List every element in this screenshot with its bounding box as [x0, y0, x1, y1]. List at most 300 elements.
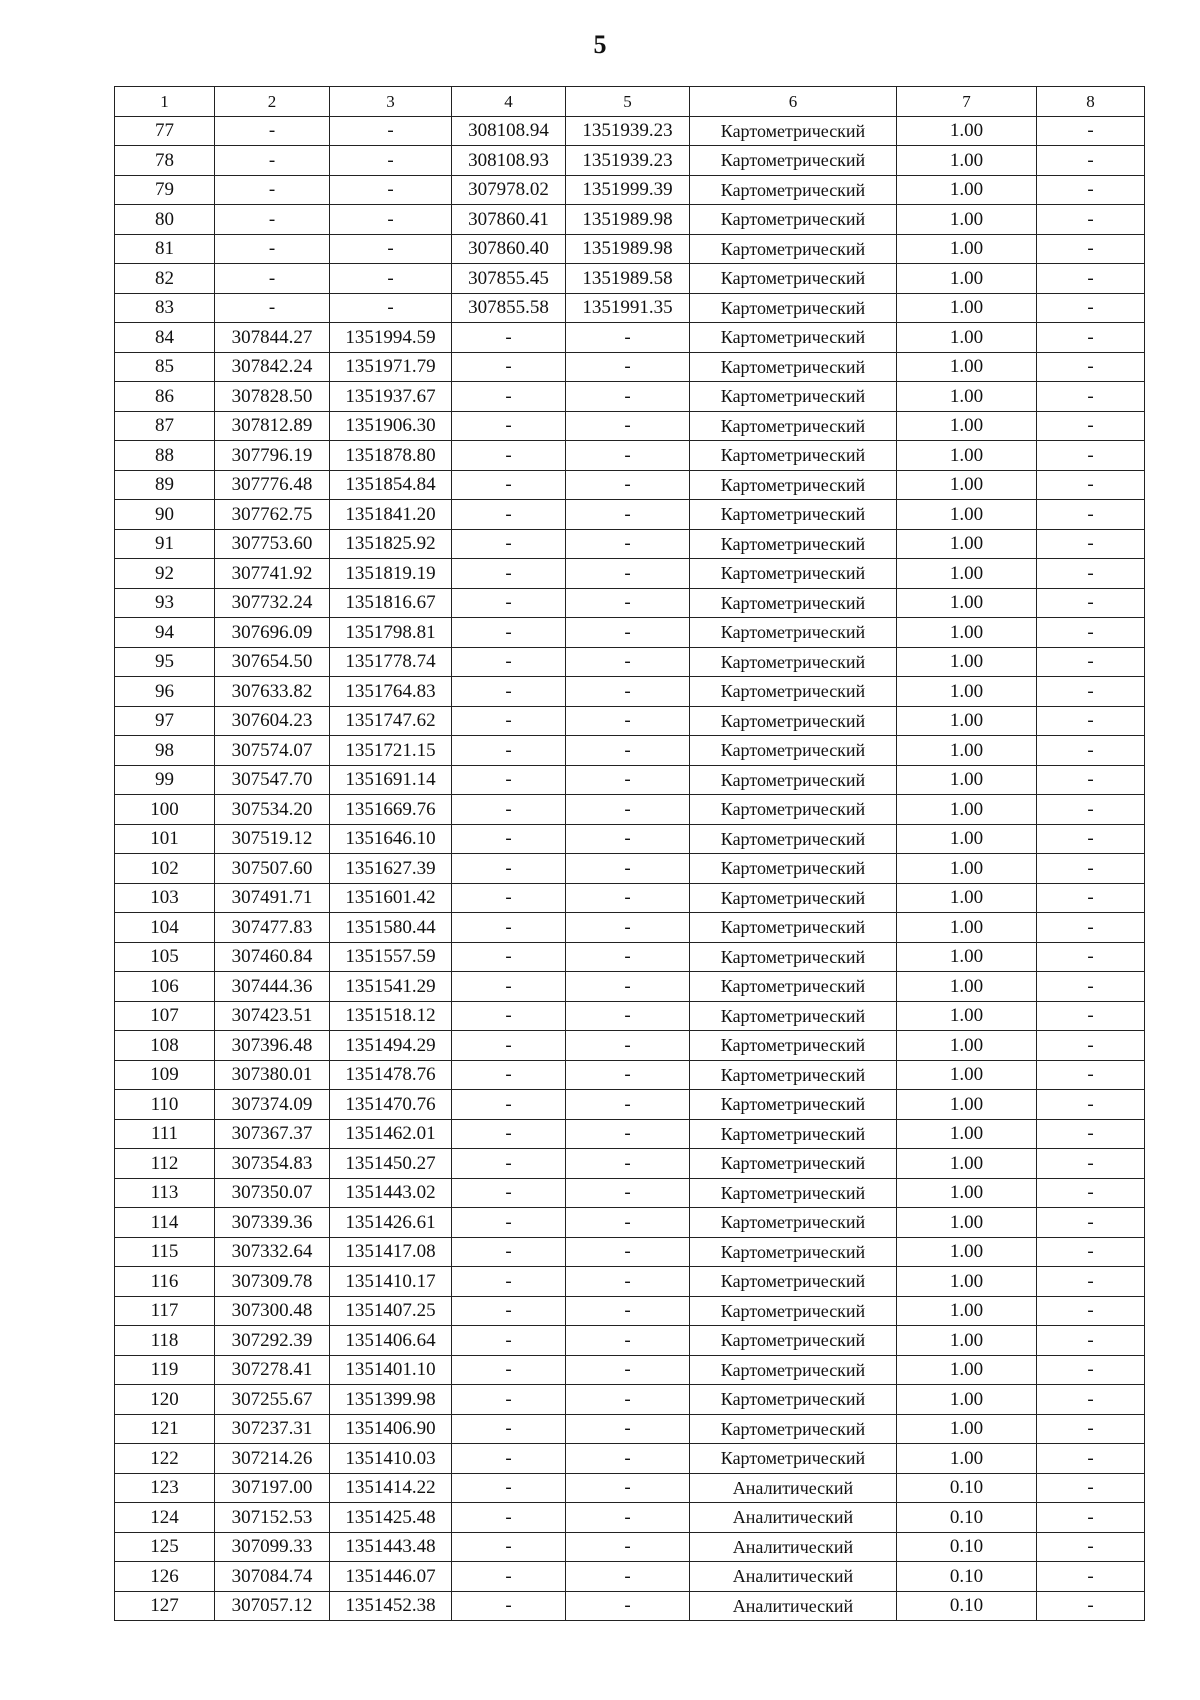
- cell-method: Картометрический: [690, 1208, 897, 1238]
- table-row: [115, 175, 1145, 205]
- cell-note: -: [1037, 1591, 1145, 1621]
- cell-accuracy: 0.10: [897, 1473, 1037, 1503]
- cell-accuracy: 1.00: [897, 795, 1037, 825]
- cell-method: Картометрический: [690, 205, 897, 235]
- cell-y: 1351410.17: [330, 1267, 452, 1297]
- cell-note: -: [1037, 765, 1145, 795]
- cell-y-new: -: [566, 1178, 690, 1208]
- cell-y-new: -: [566, 500, 690, 530]
- cell-method: Картометрический: [690, 293, 897, 323]
- cell-note: -: [1037, 913, 1145, 943]
- table-row: [115, 647, 1145, 677]
- cell-method: Картометрический: [690, 677, 897, 707]
- cell-point-number: 80: [115, 205, 215, 235]
- cell-accuracy: 1.00: [897, 1296, 1037, 1326]
- cell-method: Картометрический: [690, 529, 897, 559]
- table-row: [115, 1296, 1145, 1326]
- cell-point-number: 83: [115, 293, 215, 323]
- cell-y: 1351462.01: [330, 1119, 452, 1149]
- cell-y-new: -: [566, 1444, 690, 1474]
- table-row: [115, 146, 1145, 176]
- table-row: [115, 972, 1145, 1002]
- cell-y: 1351541.29: [330, 972, 452, 1002]
- cell-note: -: [1037, 1296, 1145, 1326]
- cell-y-new: -: [566, 1532, 690, 1562]
- cell-y: 1351443.02: [330, 1178, 452, 1208]
- cell-accuracy: 1.00: [897, 1031, 1037, 1061]
- cell-y-new: 1351999.39: [566, 175, 690, 205]
- cell-method: Картометрический: [690, 1001, 897, 1031]
- cell-y: 1351669.76: [330, 795, 452, 825]
- cell-note: -: [1037, 175, 1145, 205]
- cell-accuracy: 1.00: [897, 352, 1037, 382]
- cell-y-new: -: [566, 706, 690, 736]
- cell-point-number: 77: [115, 116, 215, 146]
- cell-x-new: -: [452, 1326, 566, 1356]
- cell-y: 1351601.42: [330, 883, 452, 913]
- cell-accuracy: 1.00: [897, 854, 1037, 884]
- cell-x: 307367.37: [215, 1119, 330, 1149]
- cell-y-new: -: [566, 883, 690, 913]
- cell-y-new: 1351939.23: [566, 146, 690, 176]
- cell-accuracy: 1.00: [897, 588, 1037, 618]
- cell-x: 307844.27: [215, 323, 330, 353]
- cell-x: 307057.12: [215, 1591, 330, 1621]
- table-row: [115, 854, 1145, 884]
- cell-note: -: [1037, 1562, 1145, 1592]
- cell-y-new: -: [566, 1267, 690, 1297]
- table-row: [115, 1591, 1145, 1621]
- cell-x-new: -: [452, 942, 566, 972]
- cell-x-new: -: [452, 736, 566, 766]
- cell-accuracy: 0.10: [897, 1562, 1037, 1592]
- cell-x-new: 307860.40: [452, 234, 566, 264]
- table-header-row: [115, 87, 1145, 117]
- cell-x-new: -: [452, 1208, 566, 1238]
- cell-method: Картометрический: [690, 234, 897, 264]
- cell-y: 1351410.03: [330, 1444, 452, 1474]
- cell-x-new: -: [452, 411, 566, 441]
- cell-accuracy: 1.00: [897, 529, 1037, 559]
- column-header: 1: [115, 87, 215, 117]
- cell-note: -: [1037, 1001, 1145, 1031]
- cell-x: 307292.39: [215, 1326, 330, 1356]
- cell-x: 307350.07: [215, 1178, 330, 1208]
- cell-method: Картометрический: [690, 1178, 897, 1208]
- cell-point-number: 98: [115, 736, 215, 766]
- cell-note: -: [1037, 352, 1145, 382]
- cell-x: 307084.74: [215, 1562, 330, 1592]
- cell-accuracy: 1.00: [897, 824, 1037, 854]
- cell-x: 307696.09: [215, 618, 330, 648]
- cell-accuracy: 1.00: [897, 264, 1037, 294]
- cell-point-number: 124: [115, 1503, 215, 1533]
- cell-x: 307491.71: [215, 883, 330, 913]
- cell-y: -: [330, 175, 452, 205]
- cell-x-new: -: [452, 529, 566, 559]
- cell-y-new: -: [566, 1208, 690, 1238]
- table-row: [115, 706, 1145, 736]
- cell-method: Картометрический: [690, 470, 897, 500]
- cell-method: Картометрический: [690, 1149, 897, 1179]
- cell-method: Картометрический: [690, 1060, 897, 1090]
- cell-y: 1351854.84: [330, 470, 452, 500]
- cell-point-number: 91: [115, 529, 215, 559]
- cell-y: 1351646.10: [330, 824, 452, 854]
- cell-method: Картометрический: [690, 500, 897, 530]
- cell-point-number: 106: [115, 972, 215, 1002]
- cell-y-new: -: [566, 1149, 690, 1179]
- table-row: [115, 913, 1145, 943]
- cell-x: 307547.70: [215, 765, 330, 795]
- table-row: [115, 883, 1145, 913]
- cell-note: -: [1037, 234, 1145, 264]
- table-row: [115, 677, 1145, 707]
- cell-accuracy: 1.00: [897, 205, 1037, 235]
- cell-method: Картометрический: [690, 588, 897, 618]
- cell-y: 1351426.61: [330, 1208, 452, 1238]
- cell-accuracy: 1.00: [897, 175, 1037, 205]
- cell-y-new: -: [566, 854, 690, 884]
- cell-x-new: 307855.58: [452, 293, 566, 323]
- cell-y-new: -: [566, 1031, 690, 1061]
- cell-point-number: 93: [115, 588, 215, 618]
- cell-y-new: -: [566, 1473, 690, 1503]
- table-row: [115, 1532, 1145, 1562]
- table-row: [115, 293, 1145, 323]
- cell-point-number: 88: [115, 441, 215, 471]
- cell-method: Картометрический: [690, 352, 897, 382]
- cell-note: -: [1037, 1267, 1145, 1297]
- coordinates-table: [114, 86, 1145, 1621]
- table-row: [115, 352, 1145, 382]
- cell-accuracy: 1.00: [897, 1119, 1037, 1149]
- cell-method: Картометрический: [690, 883, 897, 913]
- cell-accuracy: 1.00: [897, 1237, 1037, 1267]
- cell-accuracy: 1.00: [897, 116, 1037, 146]
- cell-accuracy: 1.00: [897, 677, 1037, 707]
- cell-x-new: -: [452, 441, 566, 471]
- cell-y-new: -: [566, 618, 690, 648]
- table-row: [115, 1031, 1145, 1061]
- cell-point-number: 105: [115, 942, 215, 972]
- cell-accuracy: 1.00: [897, 146, 1037, 176]
- table-row: [115, 588, 1145, 618]
- cell-point-number: 92: [115, 559, 215, 589]
- cell-y-new: -: [566, 824, 690, 854]
- cell-y-new: 1351989.58: [566, 264, 690, 294]
- cell-method: Картометрический: [690, 1444, 897, 1474]
- cell-method: Картометрический: [690, 1119, 897, 1149]
- cell-accuracy: 1.00: [897, 942, 1037, 972]
- cell-method: Аналитический: [690, 1503, 897, 1533]
- cell-point-number: 126: [115, 1562, 215, 1592]
- table-row: [115, 1503, 1145, 1533]
- cell-note: -: [1037, 736, 1145, 766]
- cell-y: 1351399.98: [330, 1385, 452, 1415]
- cell-y-new: -: [566, 736, 690, 766]
- table-row: [115, 1385, 1145, 1415]
- cell-y-new: -: [566, 352, 690, 382]
- cell-note: -: [1037, 677, 1145, 707]
- cell-method: Картометрический: [690, 1385, 897, 1415]
- cell-x-new: -: [452, 500, 566, 530]
- cell-y: 1351406.90: [330, 1414, 452, 1444]
- cell-x-new: -: [452, 1267, 566, 1297]
- cell-y-new: -: [566, 913, 690, 943]
- cell-y-new: -: [566, 1591, 690, 1621]
- cell-point-number: 111: [115, 1119, 215, 1149]
- cell-x: 307828.50: [215, 382, 330, 412]
- cell-x: 307444.36: [215, 972, 330, 1002]
- cell-accuracy: 1.00: [897, 1001, 1037, 1031]
- cell-point-number: 108: [115, 1031, 215, 1061]
- table-row: [115, 1414, 1145, 1444]
- cell-x-new: -: [452, 913, 566, 943]
- cell-accuracy: 1.00: [897, 441, 1037, 471]
- cell-y-new: -: [566, 411, 690, 441]
- cell-y: 1351494.29: [330, 1031, 452, 1061]
- cell-point-number: 109: [115, 1060, 215, 1090]
- cell-x: 307339.36: [215, 1208, 330, 1238]
- cell-method: Картометрический: [690, 382, 897, 412]
- cell-method: Картометрический: [690, 175, 897, 205]
- cell-x: 307519.12: [215, 824, 330, 854]
- cell-method: Картометрический: [690, 765, 897, 795]
- cell-x: 307152.53: [215, 1503, 330, 1533]
- cell-y: 1351417.08: [330, 1237, 452, 1267]
- cell-x-new: 307855.45: [452, 264, 566, 294]
- table-row: [115, 470, 1145, 500]
- cell-point-number: 89: [115, 470, 215, 500]
- cell-y-new: -: [566, 559, 690, 589]
- cell-x: 307741.92: [215, 559, 330, 589]
- cell-note: -: [1037, 972, 1145, 1002]
- cell-method: Картометрический: [690, 736, 897, 766]
- cell-accuracy: 1.00: [897, 500, 1037, 530]
- cell-x: 307099.33: [215, 1532, 330, 1562]
- table-body: [115, 116, 1145, 1621]
- cell-x: 307423.51: [215, 1001, 330, 1031]
- cell-method: Картометрический: [690, 618, 897, 648]
- cell-method: Картометрический: [690, 1090, 897, 1120]
- cell-y-new: -: [566, 942, 690, 972]
- cell-note: -: [1037, 795, 1145, 825]
- cell-accuracy: 1.00: [897, 883, 1037, 913]
- cell-y: -: [330, 205, 452, 235]
- cell-accuracy: 1.00: [897, 1060, 1037, 1090]
- cell-y: 1351627.39: [330, 854, 452, 884]
- cell-y: 1351401.10: [330, 1355, 452, 1385]
- cell-point-number: 96: [115, 677, 215, 707]
- cell-accuracy: 1.00: [897, 765, 1037, 795]
- cell-x: 307604.23: [215, 706, 330, 736]
- column-header: 7: [897, 87, 1037, 117]
- cell-accuracy: 1.00: [897, 1267, 1037, 1297]
- table-row: [115, 559, 1145, 589]
- cell-y: 1351971.79: [330, 352, 452, 382]
- cell-note: -: [1037, 1237, 1145, 1267]
- cell-method: Картометрический: [690, 795, 897, 825]
- table-row: [115, 323, 1145, 353]
- cell-x: 307574.07: [215, 736, 330, 766]
- cell-x-new: -: [452, 765, 566, 795]
- cell-point-number: 90: [115, 500, 215, 530]
- cell-x: 307237.31: [215, 1414, 330, 1444]
- cell-accuracy: 1.00: [897, 736, 1037, 766]
- cell-y: 1351778.74: [330, 647, 452, 677]
- cell-point-number: 101: [115, 824, 215, 854]
- cell-y: 1351906.30: [330, 411, 452, 441]
- cell-method: Картометрический: [690, 706, 897, 736]
- cell-y-new: -: [566, 765, 690, 795]
- cell-x-new: 308108.93: [452, 146, 566, 176]
- cell-note: -: [1037, 205, 1145, 235]
- cell-note: -: [1037, 146, 1145, 176]
- cell-accuracy: 1.00: [897, 470, 1037, 500]
- table-row: [115, 205, 1145, 235]
- cell-x-new: -: [452, 1414, 566, 1444]
- cell-point-number: 99: [115, 765, 215, 795]
- table-row: [115, 234, 1145, 264]
- cell-method: Картометрический: [690, 323, 897, 353]
- cell-x: 307633.82: [215, 677, 330, 707]
- cell-note: -: [1037, 559, 1145, 589]
- cell-y: 1351721.15: [330, 736, 452, 766]
- cell-note: -: [1037, 264, 1145, 294]
- cell-y: 1351446.07: [330, 1562, 452, 1592]
- cell-method: Картометрический: [690, 411, 897, 441]
- cell-point-number: 82: [115, 264, 215, 294]
- cell-x-new: -: [452, 1060, 566, 1090]
- cell-y: 1351691.14: [330, 765, 452, 795]
- cell-y-new: -: [566, 1326, 690, 1356]
- cell-method: Картометрический: [690, 1267, 897, 1297]
- cell-x: 307197.00: [215, 1473, 330, 1503]
- column-header: 3: [330, 87, 452, 117]
- cell-x: -: [215, 264, 330, 294]
- cell-accuracy: 1.00: [897, 382, 1037, 412]
- cell-point-number: 127: [115, 1591, 215, 1621]
- cell-x: -: [215, 234, 330, 264]
- cell-point-number: 103: [115, 883, 215, 913]
- cell-y: -: [330, 293, 452, 323]
- cell-y-new: -: [566, 1562, 690, 1592]
- cell-accuracy: 1.00: [897, 706, 1037, 736]
- cell-point-number: 123: [115, 1473, 215, 1503]
- cell-note: -: [1037, 588, 1145, 618]
- cell-x-new: -: [452, 1591, 566, 1621]
- cell-x: 307380.01: [215, 1060, 330, 1090]
- table-row: [115, 1267, 1145, 1297]
- cell-method: Картометрический: [690, 1237, 897, 1267]
- cell-accuracy: 0.10: [897, 1532, 1037, 1562]
- cell-point-number: 85: [115, 352, 215, 382]
- cell-x-new: -: [452, 382, 566, 412]
- cell-point-number: 107: [115, 1001, 215, 1031]
- cell-note: -: [1037, 1532, 1145, 1562]
- cell-method: Картометрический: [690, 559, 897, 589]
- column-header: 2: [215, 87, 330, 117]
- table-row: [115, 1001, 1145, 1031]
- cell-x: 307396.48: [215, 1031, 330, 1061]
- cell-accuracy: 1.00: [897, 618, 1037, 648]
- cell-note: -: [1037, 854, 1145, 884]
- cell-x-new: -: [452, 1473, 566, 1503]
- cell-x-new: -: [452, 352, 566, 382]
- cell-accuracy: 1.00: [897, 1414, 1037, 1444]
- cell-x-new: -: [452, 1503, 566, 1533]
- cell-y-new: -: [566, 1503, 690, 1533]
- cell-method: Аналитический: [690, 1473, 897, 1503]
- cell-x-new: -: [452, 854, 566, 884]
- table-row: [115, 1060, 1145, 1090]
- table-row: [115, 1208, 1145, 1238]
- cell-point-number: 84: [115, 323, 215, 353]
- cell-note: -: [1037, 942, 1145, 972]
- cell-method: Картометрический: [690, 1031, 897, 1061]
- table-row: [115, 1237, 1145, 1267]
- cell-x: 307354.83: [215, 1149, 330, 1179]
- cell-note: -: [1037, 1355, 1145, 1385]
- cell-x-new: 307860.41: [452, 205, 566, 235]
- cell-x-new: -: [452, 1355, 566, 1385]
- cell-accuracy: 1.00: [897, 1326, 1037, 1356]
- cell-y-new: -: [566, 323, 690, 353]
- cell-y: 1351819.19: [330, 559, 452, 589]
- cell-method: Картометрический: [690, 913, 897, 943]
- cell-x: 307255.67: [215, 1385, 330, 1415]
- cell-note: -: [1037, 1060, 1145, 1090]
- cell-x: 307776.48: [215, 470, 330, 500]
- table-row: [115, 1178, 1145, 1208]
- cell-method: Картометрический: [690, 1296, 897, 1326]
- cell-point-number: 121: [115, 1414, 215, 1444]
- column-header: 5: [566, 87, 690, 117]
- cell-accuracy: 1.00: [897, 293, 1037, 323]
- table-row: [115, 736, 1145, 766]
- cell-method: Аналитический: [690, 1591, 897, 1621]
- cell-x-new: 308108.94: [452, 116, 566, 146]
- cell-note: -: [1037, 1326, 1145, 1356]
- cell-y-new: -: [566, 1385, 690, 1415]
- cell-accuracy: 1.00: [897, 411, 1037, 441]
- cell-x-new: -: [452, 647, 566, 677]
- cell-y: 1351816.67: [330, 588, 452, 618]
- cell-y: 1351470.76: [330, 1090, 452, 1120]
- cell-x-new: -: [452, 1562, 566, 1592]
- cell-y-new: 1351991.35: [566, 293, 690, 323]
- cell-method: Картометрический: [690, 647, 897, 677]
- cell-y-new: -: [566, 1090, 690, 1120]
- cell-y: -: [330, 146, 452, 176]
- cell-point-number: 94: [115, 618, 215, 648]
- cell-accuracy: 1.00: [897, 323, 1037, 353]
- cell-accuracy: 1.00: [897, 1385, 1037, 1415]
- cell-y-new: -: [566, 1060, 690, 1090]
- table-row: [115, 1473, 1145, 1503]
- cell-method: Картометрический: [690, 264, 897, 294]
- cell-y-new: -: [566, 1001, 690, 1031]
- cell-method: Картометрический: [690, 1326, 897, 1356]
- cell-note: -: [1037, 382, 1145, 412]
- cell-point-number: 87: [115, 411, 215, 441]
- cell-x-new: -: [452, 795, 566, 825]
- cell-point-number: 78: [115, 146, 215, 176]
- cell-point-number: 116: [115, 1267, 215, 1297]
- cell-point-number: 110: [115, 1090, 215, 1120]
- cell-y-new: 1351939.23: [566, 116, 690, 146]
